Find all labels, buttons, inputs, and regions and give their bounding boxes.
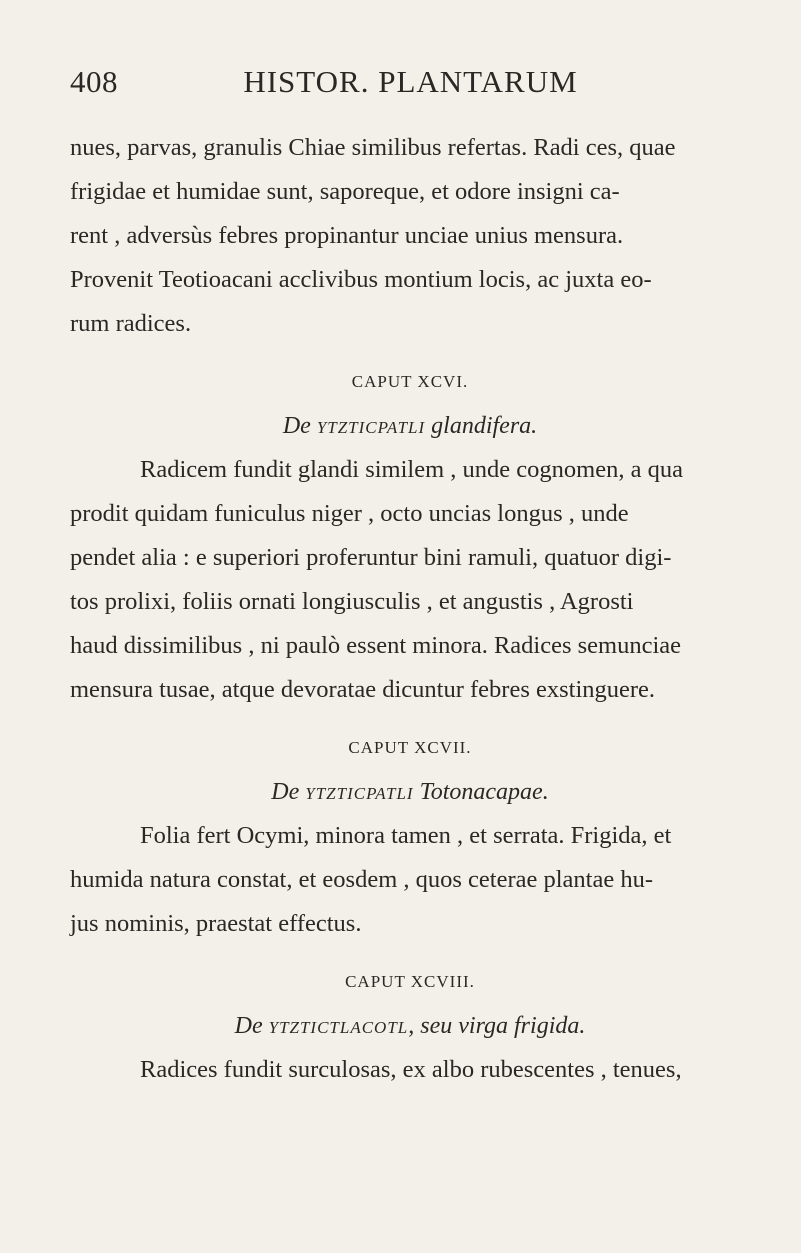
- text-line: humida natura constat, et eosdem , quos ceterae plantae hu-: [70, 866, 654, 893]
- body-text: [70, 126, 750, 1092]
- text-line: nues, parvas, granulis Chiae similibus refertas. Radi ces, quae: [70, 134, 676, 161]
- text-line: rent , adversùs febres propinantur unciae unius mensura.: [70, 222, 624, 249]
- chapter-heading: CAPUT XCVI.: [351, 372, 469, 391]
- chapter-title-post: , seu virga frigida.: [408, 1013, 586, 1039]
- text-line: Radicem fundit glandi similem , unde cognomen, a qua: [140, 456, 683, 483]
- text-line: prodit quidam funiculus niger , octo uncias longus , unde: [70, 500, 629, 527]
- text-line: Folia fert Ocymi, minora tamen , et serrata. Frigida, et: [140, 822, 672, 849]
- text-line: jus nominis, praestat effectus.: [70, 910, 362, 937]
- chapter-title-pre: De: [271, 779, 300, 805]
- running-title: HISTOR. PLANTARUM: [243, 64, 578, 99]
- text-line: Provenit Teotioacani acclivibus montium locis, ac juxta eo-: [70, 266, 652, 293]
- chapter-title: [70, 404, 750, 448]
- chapter-title-pre: De: [282, 413, 311, 439]
- chapter-title-name: YTZTICPATLI: [316, 418, 426, 437]
- text-line: pendet alia : e superiori proferuntur bini ramuli, quatuor digi-: [70, 544, 672, 571]
- chapter-title-name: YTZTICTLACOTL: [268, 1018, 409, 1037]
- chapter-title-name: YTZTICPATLI: [305, 784, 414, 803]
- chapter-title: [70, 1004, 750, 1048]
- page-header: [0, 64, 801, 114]
- chapter-heading: CAPUT XCVII.: [348, 738, 472, 757]
- text-line: haud dissimilibus , ni paulò essent minora. Radices semunciae: [70, 632, 682, 659]
- chapter-heading: CAPUT XCVIII.: [345, 972, 475, 991]
- chapter-title-post: Totonacapae.: [419, 779, 549, 805]
- text-line: tos prolixi, foliis ornati longiusculis , et angustis , Agrosti: [70, 588, 634, 615]
- page-number: 408: [70, 64, 118, 99]
- text-line: mensura tusae, atque devoratae dicuntur febres exstinguere.: [70, 676, 656, 703]
- chapter-title-pre: De: [234, 1013, 263, 1039]
- chapter-title-post: glandifera.: [431, 413, 538, 439]
- chapter-title: [70, 770, 750, 814]
- text-line: Radices fundit surculosas, ex albo rubescentes , tenues,: [140, 1056, 682, 1083]
- text-line: rum radices.: [70, 310, 192, 337]
- text-line: frigidae et humidae sunt, saporeque, et odore insigni ca-: [70, 178, 620, 205]
